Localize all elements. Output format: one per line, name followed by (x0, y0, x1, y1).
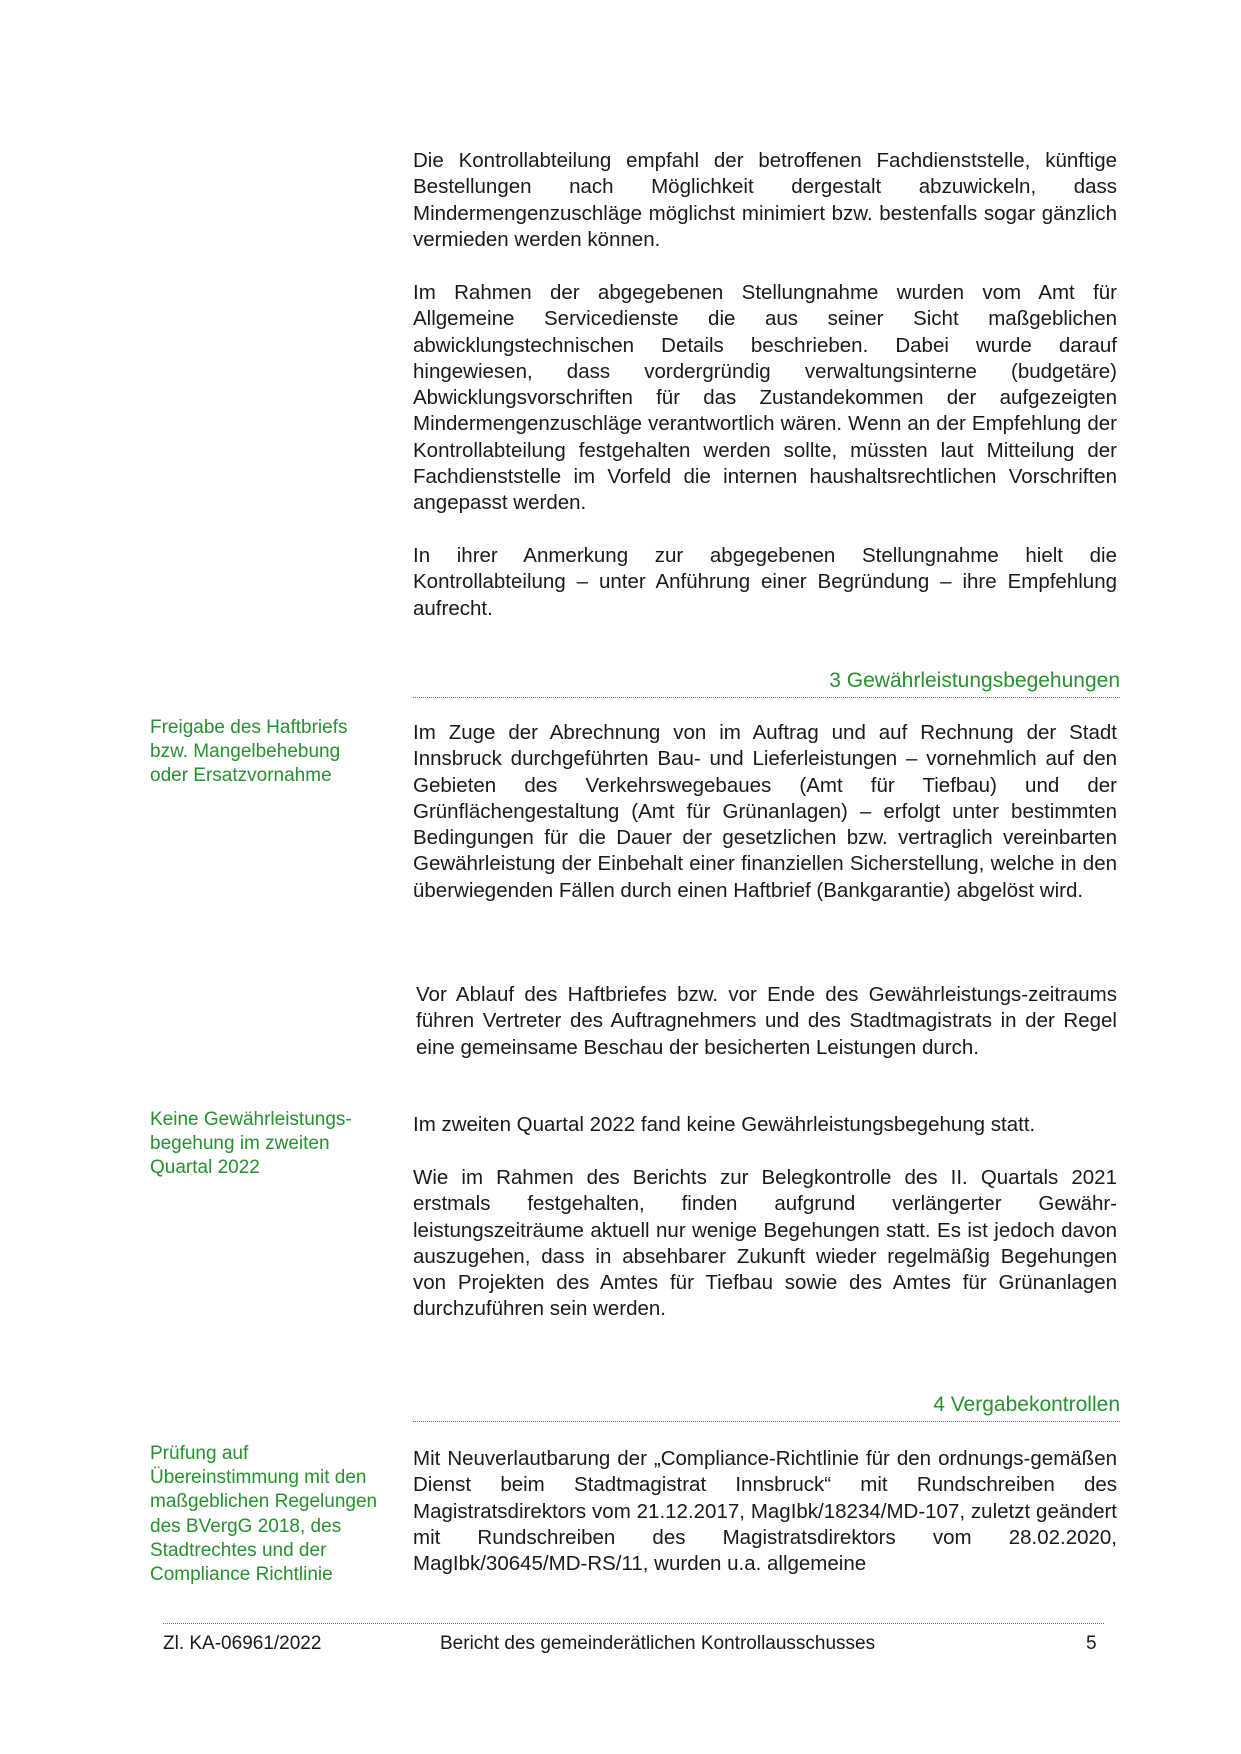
side-note-line: Keine Gewährleistungs- (150, 1109, 352, 1130)
side-note-line: Stadtrechtes und der (150, 1539, 327, 1561)
paragraph-inspection: Vor Ablauf des Haftbriefes bzw. vor Ende des Gewährleistungs-zeitraums führen Vertreter des Auftragnehmers und des Stadtmagistrats in der Regel eine gemeinsame Beschau der besicherten Leistungen durch. (416, 983, 1117, 1059)
section-heading-4: 4 Vergabekontrollen (933, 1393, 1120, 1416)
side-note-line: Freigabe des Haftbriefs (150, 717, 348, 738)
side-note-line: begehung im zweiten (150, 1133, 330, 1155)
paragraph-remark: In ihrer Anmerkung zur abgegebenen Stellungnahme hielt die Kontrollabteilung – unter Anführung einer Begründung – ihre Empfehlung aufrecht. (413, 544, 1117, 620)
section-heading-3: 3 Gewährleistungsbegehungen (829, 669, 1120, 692)
footer-reference: Zl. KA-06961/2022 (163, 1633, 322, 1654)
paragraph-recommendation: Die Kontrollabteilung empfahl der betroffenen Fachdienststelle, künftige Bestellungen nach Möglichkeit dergestalt abzuwickeln, dass Mindermengenzuschläge möglichst minimiert bzw. bestenfalls sogar gänzlich vermieden werden können. (413, 149, 1117, 251)
side-note-line: Quartal 2022 (150, 1157, 260, 1179)
paragraph-billing: Im Zuge der Abrechnung von im Auftrag und auf Rechnung der Stadt Innsbruck durchgeführten Bau- und Lieferleistungen – vornehmlich auf den Gebieten des Verkehrswegebaues (Amt für Tiefbau) und der Grünflächengestaltung (Amt für Grünanlagen) – erfolgt unter bestimmten Bedingungen für die Dauer der gesetzlichen bzw. vertraglich vereinbarten Gewährleistung der Einbehalt einer finanziellen Sicherstellung, welche in den überwiegenden Fällen durch einen Haftbrief (Bankgarantie) abgelöst wird. (413, 721, 1117, 902)
side-note-line: Prüfung auf (150, 1443, 249, 1464)
page-number: 5 (1086, 1633, 1097, 1654)
paragraph-extended-periods: Wie im Rahmen des Berichts zur Belegkontrolle des II. Quartals 2021 erstmals festgehalten, finden aufgrund verlängerter Gewähr-leistungszeiträume aktuell nur wenige Begehungen statt. Es ist jedoch davon auszugehen, dass in absehbarer Zukunft wieder regelmäßig Begehungen von Projekten des Amtes für Tiefbau sowie des Amtes für Grünanlagen durchzuführen sein werden. (413, 1166, 1117, 1321)
side-note-no-inspection (150, 1108, 410, 1181)
paragraph-statement: Im Rahmen der abgegebenen Stellungnahme wurden vom Amt für Allgemeine Servicedienste die aus seiner Sicht maßgeblichen abwicklungstechnischen Details beschrieben. Dabei wurde darauf hingewiesen, dass vordergründig verwaltungsinterne (budgetäre) Abwicklungsvorschriften für das Zustandekommen der aufgezeigten Mindermengenzuschläge verantwortlich wären. Wenn an der Empfehlung der Kontrollabteilung festgehalten werden sollte, müssten laut Mitteilung der Fachdienststelle im Vorfeld die internen haushaltsrechtlichen Vorschriften angepasst werden. (413, 281, 1117, 515)
footer-title: Bericht des gemeinderätlichen Kontrollausschusses (440, 1633, 876, 1654)
side-note-line: Compliance Richtlinie (150, 1564, 333, 1586)
side-note-line: Übereinstimmung mit den (150, 1467, 367, 1489)
footer-divider (163, 1623, 1104, 1624)
side-note-compliance (150, 1442, 410, 1587)
side-note-line: bzw. Mangelbehebung (150, 741, 341, 763)
paragraph-q2-2022: Im zweiten Quartal 2022 fand keine Gewährleistungsbegehung statt. (413, 1113, 1036, 1136)
side-note-release (150, 716, 410, 789)
paragraph-compliance-guideline: Mit Neuverlautbarung der „Compliance-Richtlinie für den ordnungs-gemäßen Dienst beim Stadtmagistrat Innsbruck“ mit Rundschreiben des Magistratsdirektors vom 21.12.2017, MagIbk/18234/MD-107, zuletzt geändert mit Rundschreiben des Magistratsdirektors vom 28.02.2020, MagIbk/30645/MD-RS/11, wurden u.a. allgemeine (413, 1447, 1117, 1576)
side-note-line: des BVergG 2018, des (150, 1515, 342, 1537)
side-note-line: oder Ersatzvornahme (150, 765, 332, 787)
side-note-line: maßgeblichen Regelungen (150, 1491, 378, 1513)
section-divider-3 (413, 697, 1120, 698)
section-divider-4 (413, 1421, 1120, 1422)
